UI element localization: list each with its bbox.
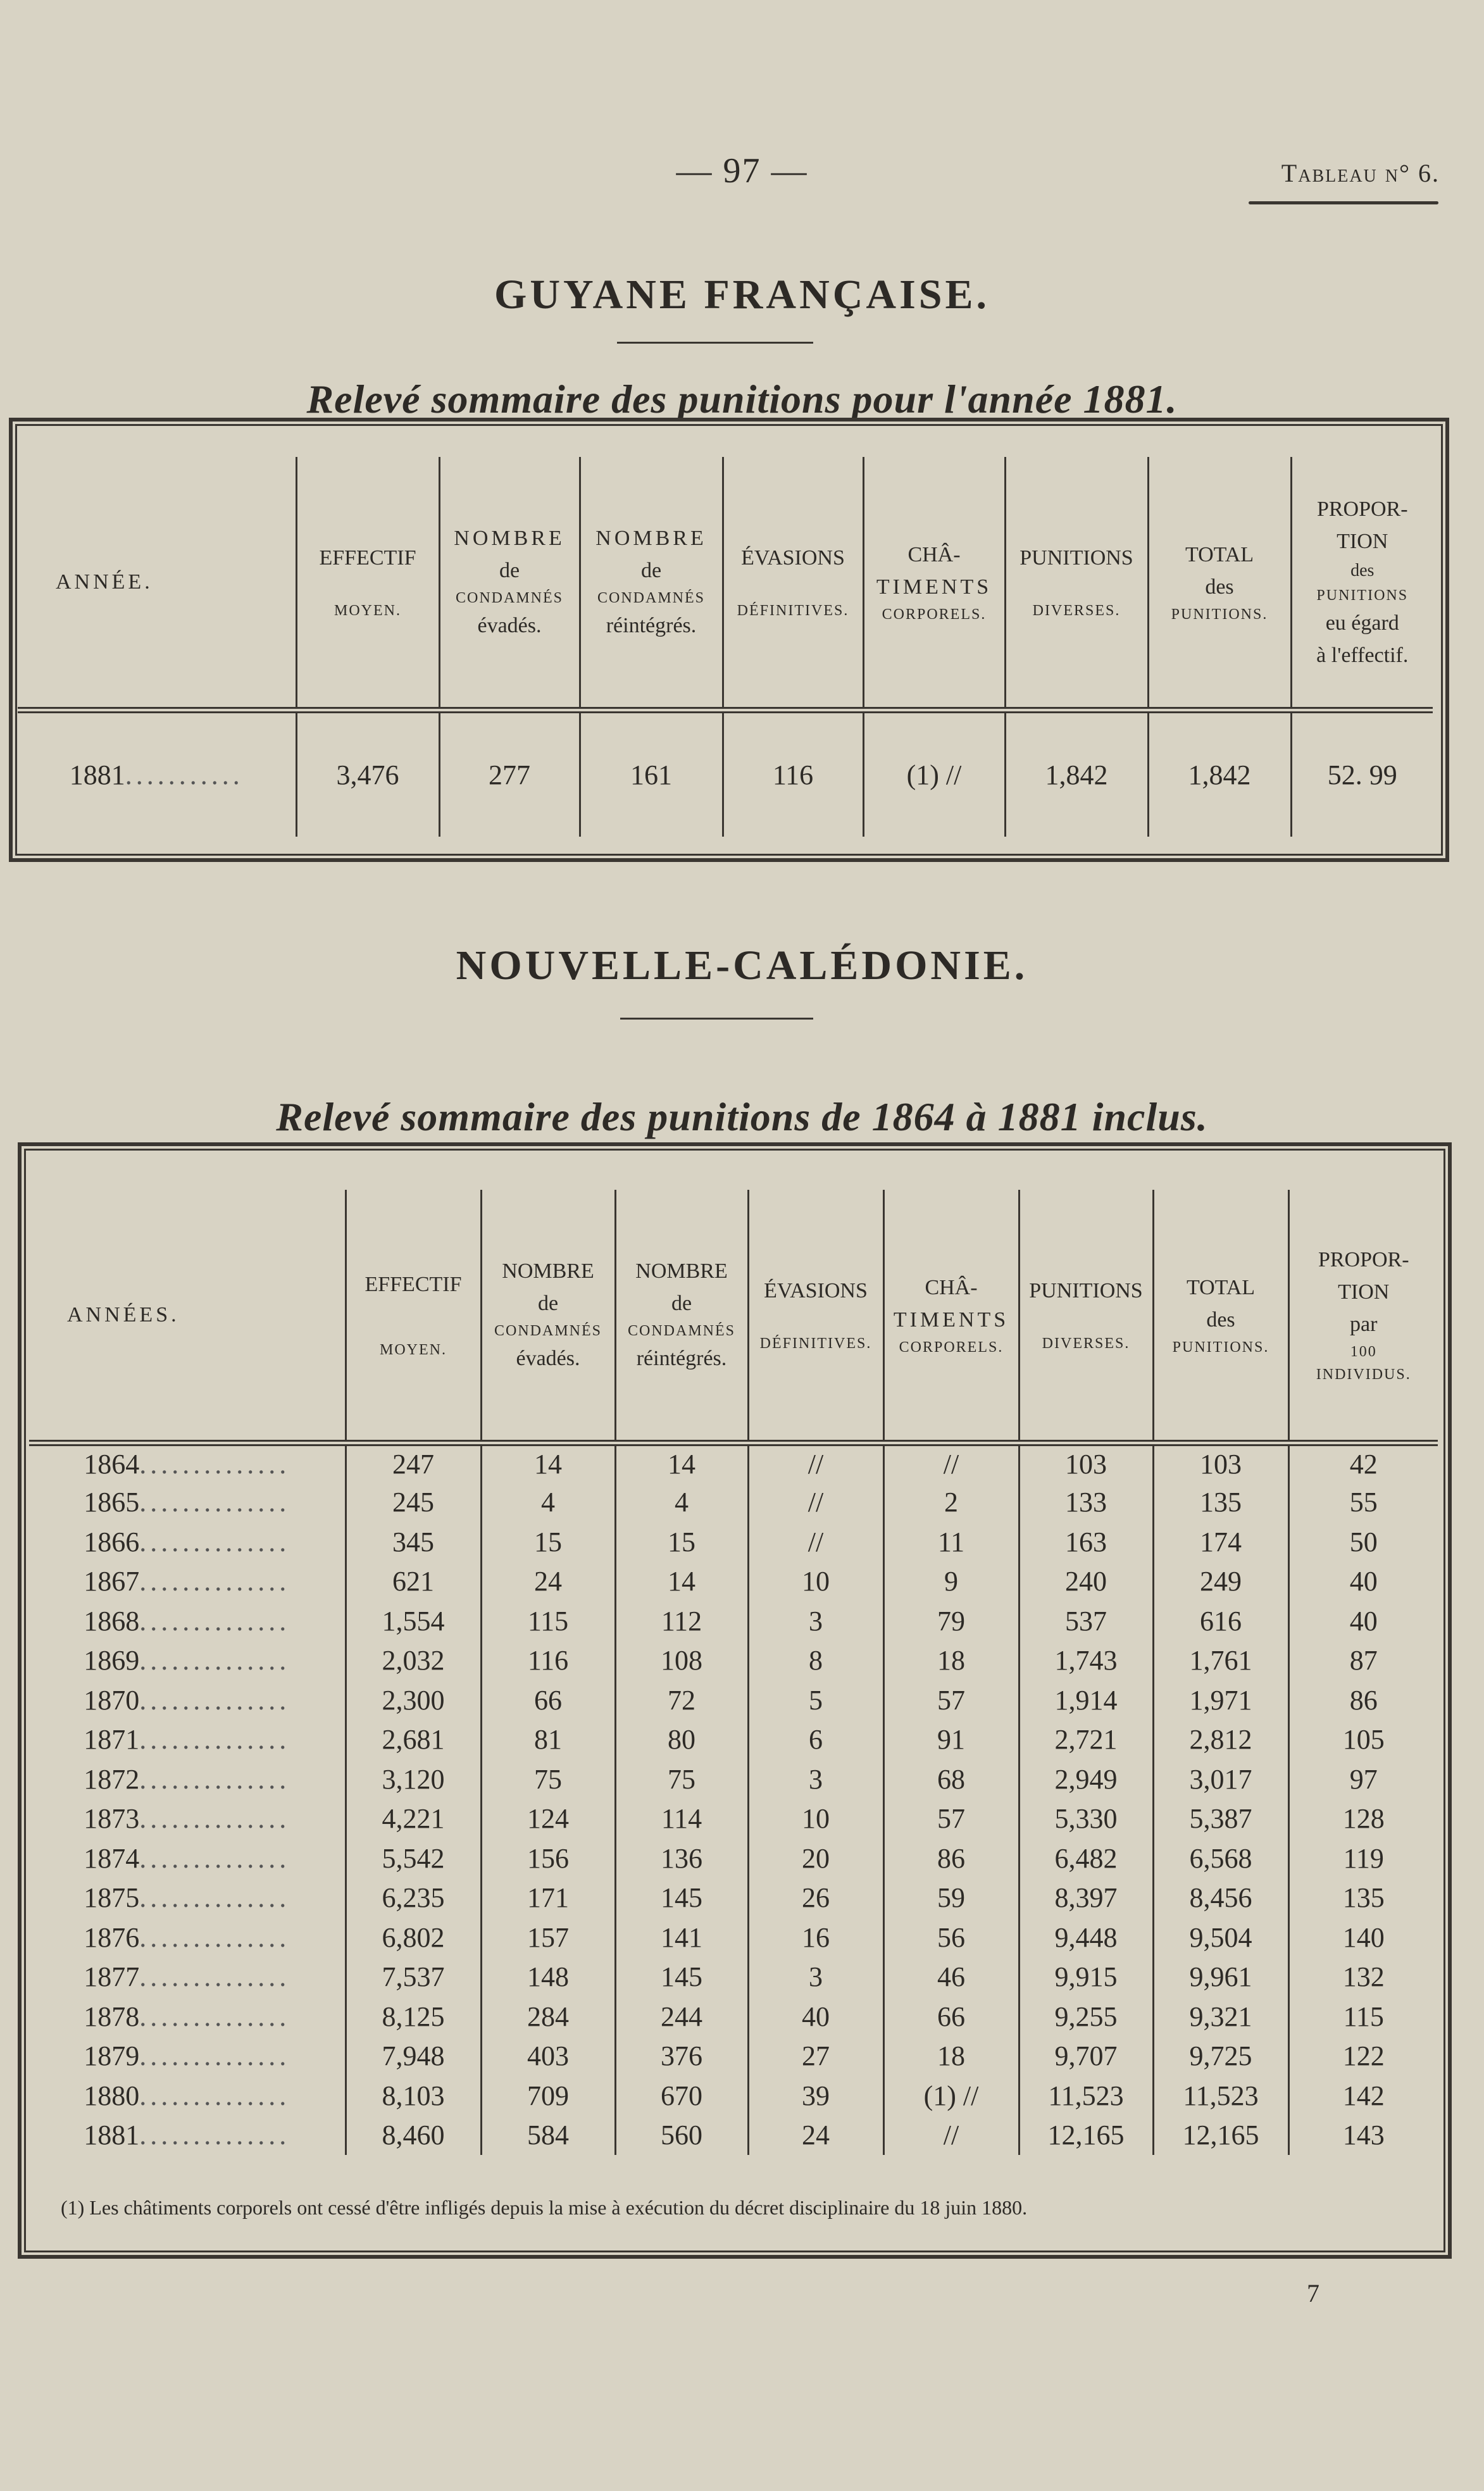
cell-evasions: 5	[748, 1680, 883, 1720]
caledonie-footnote: (1) Les châtiments corporels ont cessé d'être infligés depuis la mise à exécution du décret disciplinaire du 18 juin 1880.	[61, 2196, 1028, 2219]
cell-reintegres: 114	[615, 1799, 748, 1839]
page-number: — 97 —	[676, 151, 808, 190]
row-year: 1871..............	[84, 1724, 290, 1756]
row-year: 1877..............	[84, 1961, 290, 1993]
caledonie-table	[29, 1190, 1438, 2155]
row-year: 1875..............	[84, 1882, 290, 1914]
cell-punitions: 9,448	[1019, 1918, 1153, 1957]
row-year: 1865..............	[84, 1487, 290, 1518]
col-effectif: EFFECTIF MOYEN.	[296, 457, 439, 710]
cell-effectif: 345	[346, 1522, 481, 1562]
cell-punitions: 9,707	[1019, 2037, 1153, 2076]
cell-chatiments: 86	[883, 1839, 1019, 1878]
table-row	[29, 2116, 1438, 2156]
cell-total: 9,961	[1153, 1957, 1288, 1997]
guyane-table	[18, 457, 1433, 837]
cell-evasions: 3	[748, 1957, 883, 1997]
cell-evasions: 20	[748, 1839, 883, 1878]
cell-chatiments: 18	[883, 2037, 1019, 2076]
cell-punitions: 1,743	[1019, 1641, 1153, 1681]
cell-total: 9,321	[1153, 1997, 1288, 2037]
table-row	[29, 2076, 1438, 2116]
row-year: 1869..............	[84, 1645, 290, 1676]
cell-reintegres: 14	[615, 1562, 748, 1602]
caledonie-subtitle: Relevé sommaire des punitions de 1864 à 1881 inclus.	[276, 1094, 1208, 1139]
col-annees: ANNÉES.	[29, 1190, 346, 1443]
cell-chatiments: 91	[883, 1720, 1019, 1760]
row-year: 1873..............	[84, 1803, 290, 1835]
cell-punitions: 2,721	[1019, 1720, 1153, 1760]
cell-total: 103	[1153, 1443, 1288, 1483]
cell-evasions: 8	[748, 1641, 883, 1681]
cell-evasions: //	[748, 1443, 883, 1483]
cell-proportion: 87	[1288, 1641, 1438, 1681]
caledonie-heading: NOUVELLE-CALÉDONIE.	[456, 942, 1028, 989]
cell-effectif: 247	[346, 1443, 481, 1483]
cell-total: 12,165	[1153, 2116, 1288, 2156]
cell-punitions: 1,842	[1005, 710, 1148, 837]
cell-effectif: 2,681	[346, 1720, 481, 1760]
cell-evasions: 3	[748, 1759, 883, 1799]
col-effectif: EFFECTIF MOYEN.	[346, 1190, 481, 1443]
col-total: TOTAL des PUNITIONS.	[1148, 457, 1291, 710]
cell-proportion: 132	[1288, 1957, 1438, 1997]
cell-evades: 15	[481, 1522, 615, 1562]
cell-punitions: 9,255	[1019, 1997, 1153, 2037]
cell-reintegres: 145	[615, 1878, 748, 1918]
cell-evades: 157	[481, 1918, 615, 1957]
col-reintegres: NOMBRE de CONDAMNÉS réintégrés.	[615, 1190, 748, 1443]
cell-evasions: 10	[748, 1799, 883, 1839]
cell-proportion: 143	[1288, 2116, 1438, 2156]
row-year: 1881..............	[84, 2120, 290, 2151]
cell-evades: 156	[481, 1839, 615, 1878]
cell-evades: 171	[481, 1878, 615, 1918]
table-row	[29, 1720, 1438, 1760]
cell-chatiments: (1) //	[863, 710, 1005, 837]
guyane-heading-rule	[617, 342, 813, 344]
table-row	[18, 710, 1433, 837]
cell-total: 174	[1153, 1522, 1288, 1562]
cell-effectif: 245	[346, 1483, 481, 1523]
table-reference: Tableau n° 6.	[1281, 159, 1440, 187]
col-total: TOTAL des PUNITIONS.	[1153, 1190, 1288, 1443]
cell-total: 135	[1153, 1483, 1288, 1523]
cell-evades: 24	[481, 1562, 615, 1602]
cell-chatiments: 18	[883, 1641, 1019, 1681]
cell-effectif: 1,554	[346, 1601, 481, 1641]
cell-total: 8,456	[1153, 1878, 1288, 1918]
table-row	[29, 1483, 1438, 1523]
cell-reintegres: 4	[615, 1483, 748, 1523]
guyane-heading: GUYANE FRANÇAISE.	[494, 272, 990, 318]
cell-evades: 81	[481, 1720, 615, 1760]
col-punitions: PUNITIONS DIVERSES.	[1005, 457, 1148, 710]
row-year: 1868..............	[84, 1605, 290, 1637]
row-year: 1874..............	[84, 1842, 290, 1874]
cell-chatiments: 68	[883, 1759, 1019, 1799]
cell-reintegres: 244	[615, 1997, 748, 2037]
cell-evades: 124	[481, 1799, 615, 1839]
cell-punitions: 133	[1019, 1483, 1153, 1523]
cell-reintegres: 15	[615, 1522, 748, 1562]
cell-evades: 66	[481, 1680, 615, 1720]
cell-chatiments: 2	[883, 1483, 1019, 1523]
cell-proportion: 40	[1288, 1562, 1438, 1602]
cell-reintegres: 145	[615, 1957, 748, 1997]
cell-total: 9,504	[1153, 1918, 1288, 1957]
cell-proportion: 122	[1288, 2037, 1438, 2076]
cell-chatiments: 59	[883, 1878, 1019, 1918]
cell-punitions: 240	[1019, 1562, 1153, 1602]
cell-punitions: 2,949	[1019, 1759, 1153, 1799]
cell-punitions: 8,397	[1019, 1878, 1153, 1918]
table-row	[29, 1878, 1438, 1918]
col-reintegres: NOMBRE de CONDAMNÉS réintégrés.	[580, 457, 723, 710]
cell-effectif: 6,802	[346, 1918, 481, 1957]
col-proportion: PROPOR- TION des PUNITIONS eu égard à l'effectif.	[1291, 457, 1433, 710]
col-evades: NOMBRE de CONDAMNÉS évadés.	[439, 457, 580, 710]
table-row	[29, 1918, 1438, 1957]
cell-effectif: 7,948	[346, 2037, 481, 2076]
cell-effectif: 8,103	[346, 2076, 481, 2116]
cell-evasions: 26	[748, 1878, 883, 1918]
cell-total: 1,761	[1153, 1641, 1288, 1681]
cell-total: 9,725	[1153, 2037, 1288, 2076]
row-year: 1880..............	[84, 2080, 290, 2111]
cell-total: 5,387	[1153, 1799, 1288, 1839]
table-row	[29, 1522, 1438, 1562]
cell-punitions: 12,165	[1019, 2116, 1153, 2156]
cell-total: 249	[1153, 1562, 1288, 1602]
col-chatiments: CHÂ- TIMENTS CORPORELS.	[863, 457, 1005, 710]
cell-evades: 115	[481, 1601, 615, 1641]
cell-proportion: 135	[1288, 1878, 1438, 1918]
cell-evades: 403	[481, 2037, 615, 2076]
cell-chatiments: 57	[883, 1680, 1019, 1720]
cell-effectif: 2,300	[346, 1680, 481, 1720]
row-year: 1872..............	[84, 1763, 290, 1795]
cell-proportion: 97	[1288, 1759, 1438, 1799]
cell-evades: 14	[481, 1443, 615, 1483]
col-proportion: PROPOR- TION par 100 INDIVIDUS.	[1288, 1190, 1438, 1443]
cell-evades: 75	[481, 1759, 615, 1799]
cell-proportion: 52. 99	[1291, 710, 1433, 837]
caledonie-header-row	[29, 1190, 1438, 1443]
row-year: 1870..............	[84, 1684, 290, 1716]
cell-effectif: 4,221	[346, 1799, 481, 1839]
row-year: 1867..............	[84, 1566, 290, 1597]
cell-evades: 148	[481, 1957, 615, 1997]
cell-total: 6,568	[1153, 1839, 1288, 1878]
cell-proportion: 119	[1288, 1839, 1438, 1878]
table-row	[29, 1641, 1438, 1681]
cell-proportion: 50	[1288, 1522, 1438, 1562]
cell-evades: 584	[481, 2116, 615, 2156]
cell-proportion: 142	[1288, 2076, 1438, 2116]
cell-total: 11,523	[1153, 2076, 1288, 2116]
cell-evasions: 116	[723, 710, 863, 837]
cell-evades: 709	[481, 2076, 615, 2116]
table-row	[29, 1997, 1438, 2037]
table-reference-rule	[1249, 201, 1438, 204]
cell-effectif: 6,235	[346, 1878, 481, 1918]
row-year: 1866..............	[84, 1526, 290, 1558]
col-evades: NOMBRE de CONDAMNÉS évadés.	[481, 1190, 615, 1443]
table-row	[29, 1957, 1438, 1997]
caledonie-heading-rule	[620, 1018, 813, 1020]
cell-effectif: 621	[346, 1562, 481, 1602]
cell-proportion: 86	[1288, 1680, 1438, 1720]
cell-reintegres: 141	[615, 1918, 748, 1957]
cell-chatiments: (1) //	[883, 2076, 1019, 2116]
cell-reintegres: 72	[615, 1680, 748, 1720]
cell-punitions: 1,914	[1019, 1680, 1153, 1720]
table-row	[29, 1759, 1438, 1799]
cell-evasions: 6	[748, 1720, 883, 1760]
cell-reintegres: 376	[615, 2037, 748, 2076]
cell-punitions: 6,482	[1019, 1839, 1153, 1878]
cell-effectif: 7,537	[346, 1957, 481, 1997]
cell-punitions: 103	[1019, 1443, 1153, 1483]
cell-effectif: 8,460	[346, 2116, 481, 2156]
cell-proportion: 140	[1288, 1918, 1438, 1957]
cell-chatiments: 46	[883, 1957, 1019, 1997]
cell-total: 1,971	[1153, 1680, 1288, 1720]
cell-evasions: 39	[748, 2076, 883, 2116]
table-row	[29, 1562, 1438, 1602]
table-row	[29, 1799, 1438, 1839]
cell-proportion: 40	[1288, 1601, 1438, 1641]
cell-proportion: 105	[1288, 1720, 1438, 1760]
col-evasions: ÉVASIONS DÉFINITIVES.	[748, 1190, 883, 1443]
cell-effectif: 5,542	[346, 1839, 481, 1878]
cell-reintegres: 112	[615, 1601, 748, 1641]
cell-punitions: 163	[1019, 1522, 1153, 1562]
row-year: 1879..............	[84, 2040, 290, 2072]
col-chatiments: CHÂ- TIMENTS CORPORELS.	[883, 1190, 1019, 1443]
cell-evasions: //	[748, 1483, 883, 1523]
table-row	[29, 1839, 1438, 1878]
row-year: 1881...........	[69, 759, 244, 790]
cell-chatiments: //	[883, 2116, 1019, 2156]
cell-evasions: //	[748, 1522, 883, 1562]
cell-reintegres: 80	[615, 1720, 748, 1760]
guyane-subtitle: Relevé sommaire des punitions pour l'année 1881.	[306, 377, 1178, 421]
cell-evades: 4	[481, 1483, 615, 1523]
cell-chatiments: 11	[883, 1522, 1019, 1562]
table-row	[29, 1443, 1438, 1483]
cell-punitions: 5,330	[1019, 1799, 1153, 1839]
guyane-header-row	[18, 457, 1433, 710]
cell-reintegres: 136	[615, 1839, 748, 1878]
cell-evasions: 10	[748, 1562, 883, 1602]
cell-evades: 284	[481, 1997, 615, 2037]
sheet-mark: 7	[1307, 2279, 1319, 2307]
table-row	[29, 1680, 1438, 1720]
cell-proportion: 115	[1288, 1997, 1438, 2037]
cell-chatiments: 57	[883, 1799, 1019, 1839]
col-evasions: ÉVASIONS DÉFINITIVES.	[723, 457, 863, 710]
row-year: 1878..............	[84, 2001, 290, 2032]
cell-effectif: 2,032	[346, 1641, 481, 1681]
col-annee: ANNÉE.	[18, 457, 296, 710]
cell-evades: 277	[439, 710, 580, 837]
col-punitions: PUNITIONS DIVERSES.	[1019, 1190, 1153, 1443]
cell-evasions: 27	[748, 2037, 883, 2076]
cell-chatiments: 9	[883, 1562, 1019, 1602]
cell-total: 3,017	[1153, 1759, 1288, 1799]
row-year: 1876..............	[84, 1921, 290, 1953]
cell-reintegres: 161	[580, 710, 723, 837]
cell-evasions: 40	[748, 1997, 883, 2037]
cell-chatiments: 56	[883, 1918, 1019, 1957]
cell-effectif: 3,476	[296, 710, 439, 837]
cell-punitions: 537	[1019, 1601, 1153, 1641]
cell-chatiments: 79	[883, 1601, 1019, 1641]
cell-reintegres: 670	[615, 2076, 748, 2116]
cell-evasions: 16	[748, 1918, 883, 1957]
cell-total: 2,812	[1153, 1720, 1288, 1760]
cell-proportion: 128	[1288, 1799, 1438, 1839]
cell-total: 616	[1153, 1601, 1288, 1641]
cell-reintegres: 560	[615, 2116, 748, 2156]
cell-effectif: 8,125	[346, 1997, 481, 2037]
cell-proportion: 42	[1288, 1443, 1438, 1483]
cell-evasions: 24	[748, 2116, 883, 2156]
cell-evasions: 3	[748, 1601, 883, 1641]
cell-proportion: 55	[1288, 1483, 1438, 1523]
cell-chatiments: 66	[883, 1997, 1019, 2037]
table-row	[29, 2037, 1438, 2076]
cell-reintegres: 14	[615, 1443, 748, 1483]
cell-punitions: 11,523	[1019, 2076, 1153, 2116]
cell-evades: 116	[481, 1641, 615, 1681]
cell-reintegres: 108	[615, 1641, 748, 1681]
cell-reintegres: 75	[615, 1759, 748, 1799]
table-row	[29, 1601, 1438, 1641]
cell-punitions: 9,915	[1019, 1957, 1153, 1997]
cell-total: 1,842	[1148, 710, 1291, 837]
cell-effectif: 3,120	[346, 1759, 481, 1799]
cell-chatiments: //	[883, 1443, 1019, 1483]
row-year: 1864..............	[84, 1449, 290, 1480]
